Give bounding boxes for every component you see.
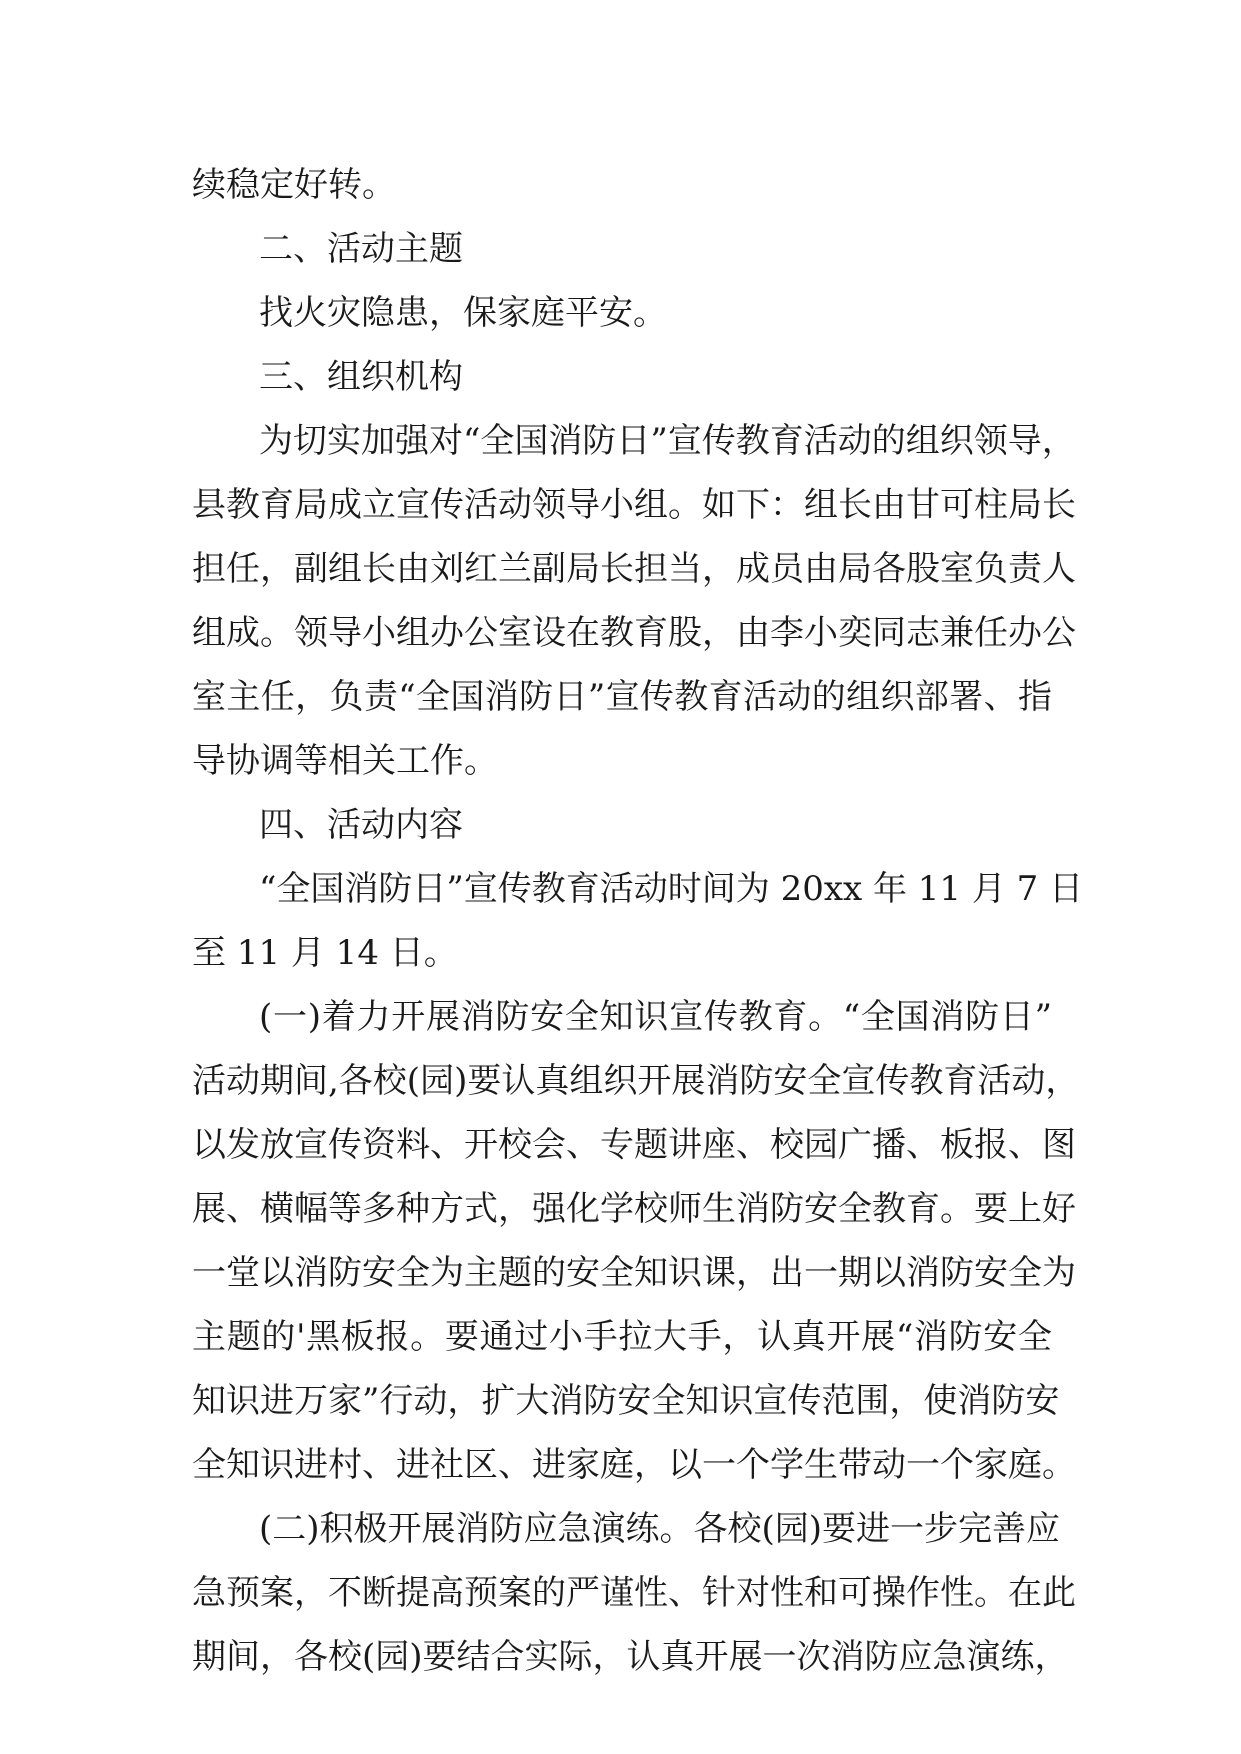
text-line: 续稳定好转。 [192, 165, 396, 205]
text-line: 以发放宣传资料、开校会、专题讲座、校园广播、板报、图 [192, 1125, 1076, 1165]
text-line: 展、横幅等多种方式，强化学校师生消防安全教育。要上好 [192, 1189, 1076, 1229]
text-line: 急预案，不断提高预案的严谨性、针对性和可操作性。在此 [192, 1573, 1076, 1613]
text-line: 找火灾隐患，保家庭平安。 [259, 293, 667, 333]
section-heading: 二、活动主题 [259, 229, 463, 269]
section-heading: 四、活动内容 [259, 805, 463, 845]
text-line: 组成。领导小组办公室设在教育股，由李小奕同志兼任办公 [192, 613, 1076, 653]
document-body [192, 153, 1084, 1689]
text-line: 期间，各校(园)要结合实际，认真开展一次消防应急演练， [192, 1637, 1069, 1677]
text-line: 知识进万家”行动，扩大消防安全知识宣传范围，使消防安 [192, 1381, 1060, 1421]
text-line: “全国消防日”宣传教育活动时间为 20xx 年 11 月 7 日 [259, 869, 1084, 909]
text-line: 活动期间,各校(园)要认真组织开展消防安全宣传教育活动， [192, 1061, 1080, 1101]
text-line: (一)着力开展消防安全知识宣传教育。“全国消防日” [259, 997, 1052, 1037]
text-line: 担任，副组长由刘红兰副局长担当，成员由局各股室负责人 [192, 549, 1076, 589]
text-line: 至 11 月 14 日。 [192, 933, 458, 973]
text-line: 室主任，负责“全国消防日”宣传教育活动的组织部署、指 [192, 677, 1052, 717]
text-line: 全知识进村、进社区、进家庭，以一个学生带动一个家庭。 [192, 1445, 1076, 1485]
text-line: 一堂以消防安全为主题的安全知识课，出一期以消防安全为 [192, 1253, 1076, 1293]
text-line: 为切实加强对“全国消防日”宣传教育活动的组织领导， [259, 421, 1076, 461]
text-line: (二)积极开展消防应急演练。各校(园)要进一步完善应 [259, 1509, 1061, 1549]
section-heading: 三、组织机构 [259, 357, 463, 397]
text-line: 县教育局成立宣传活动领导小组。如下：组长由甘可柱局长 [192, 485, 1076, 525]
text-line: 主题的'黑板报。要通过小手拉大手，认真开展“消防安全 [192, 1317, 1052, 1357]
text-line: 导协调等相关工作。 [192, 741, 498, 781]
